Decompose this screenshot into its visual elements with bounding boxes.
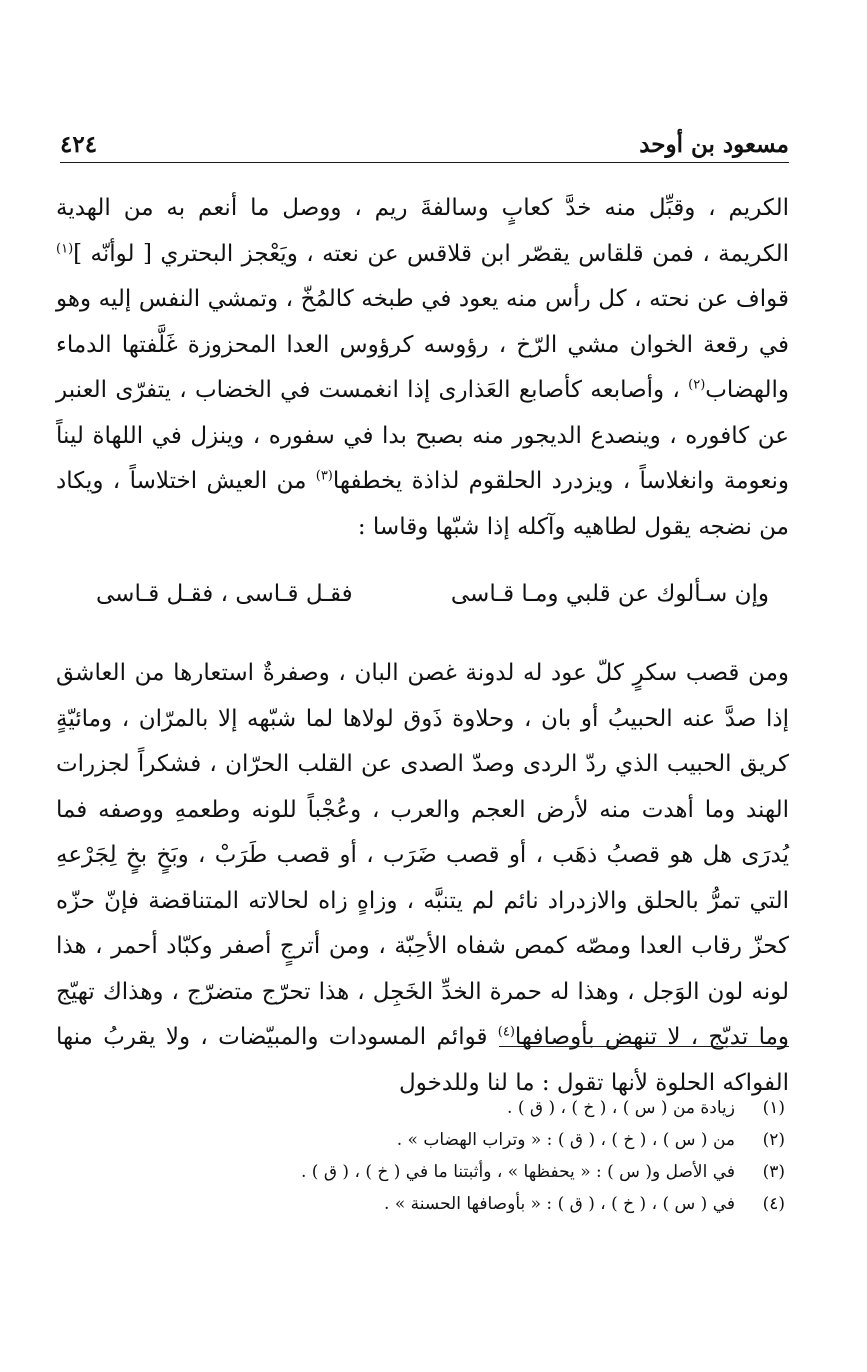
header-title: مسعود بن أوحد [639, 131, 789, 158]
footnote-2 [80, 1124, 785, 1156]
footnote-1 [80, 1092, 785, 1124]
footnote-text: من ( س ) ، ( خ ) ، ( ق ) : « وتراب الهضاب » . [396, 1130, 735, 1150]
footnotes [80, 1092, 785, 1220]
paragraph-text: قوائم المسودات والمبيّضات ، ولا يقربُ منها الفواكه الحلوة لأنها تقول : ما لنا وللدخول [56, 1024, 789, 1096]
paragraph-text: ، وأصابعه كأصابع العَذارى إذا انغمست في الخضاب ، يتفرّى العنبر عن كافوره ، وينصدع الديجور منه بصبح بدا في سفوره ، وينزل في اللهاة ليناً ونعومة وانغلاساً ، ويزدرد الحلقوم لذاذة يخطفها [56, 377, 790, 494]
verse-first-hemistich: وإن سـألوك عن قلبي ومـا قـاسى [450, 581, 769, 607]
footnote-number: (٣) [762, 1162, 785, 1182]
footnote-text: في ( س ) ، ( خ ) ، ( ق ) : « بأوصافها الحسنة » . [384, 1194, 735, 1214]
footnote-3 [80, 1156, 785, 1188]
page-number: ٤٢٤ [60, 131, 98, 158]
footnote-number: (١) [762, 1098, 785, 1118]
footnote-reference-4: (٤) [497, 1024, 515, 1040]
footnote-text: زيادة من ( س ) ، ( خ ) ، ( ق ) . [507, 1098, 735, 1118]
verse-second-hemistich: فقـل قـاسى ، فقـل قـاسى [96, 581, 353, 607]
paragraph-text: ومن قصب سكرٍ كلّ عود له لدونة غصن البان ، وصفرةٌ استعارها من العاشق إذا صدَّ عنه الحبيبُ أو بان ، وحلاوة ذَوق لولاها لما شبّهه إلا بالمرّان ، ومائيّةٍ كريق الحبيب الذي ردّ الردى وصدّ الصدى عن القلب الحرّان ، فشكراً لجزرات الهند وما أهدت منه لأرض العجم والعرب ، وعُجْباً للونه وطعمهِ ووصفه فما يُدرَى هل هو قصبُ ذهَب ، أو قصب ضَرَب ، أو قصب طَرَبْ ، وبَخٍ بخٍ لِجَرْعهِ التي تمرُّ بالحلق والازدراد نائم لم يتنبَّه ، وزاهٍ زاه لحالاته المتناقضة فإنّ حزّه كحزّ رقاب العدا ومصّه كمص شفاه الأحِبّة ، ومن أترجٍ أصفر وكبّاد أحمر ، هذا لونه لون الوَجل ، وهذا له حمرة الخدِّ الخَجِل ، هذا تحرّج متضرّج ، وهذاك تهيّج وما تدبّج ، لا تنهض بأوصافها [56, 660, 789, 1050]
footnote-number: (٤) [762, 1194, 785, 1214]
paragraph-text: الكريم ، وقبِّل منه خدَّ كعابٍ وسالفةَ ريم ، ووصل ما أنعم به من الهدية الكريمة ، فمن قلقاس يقصّر ابن قلاقس عن نعته ، ويَعْجز البحتري [ لوأنّه ] [56, 195, 789, 267]
body-text [56, 186, 789, 1106]
footnote-reference-1: (١) [56, 240, 74, 256]
footnote-reference-2: (٢) [688, 377, 706, 393]
footnote-text: في الأصل و( س ) : « يحفظها » ، وأثبتنا ما في ( خ ) ، ( ق ) . [300, 1162, 735, 1182]
footnote-separator [499, 1046, 789, 1047]
paragraph-text: قواف عن نحته ، كل رأس منه يعود في طبخه كالمُخّ ، وتمشي النفس إليه وهو في رقعة الخوان مشي الرّخ ، رؤوسه كرؤوس العدا المحزوزة غَلَّفتها الدماء والهضاب [56, 286, 789, 403]
poem-verse [56, 572, 789, 617]
footnote-4 [80, 1188, 785, 1220]
footnote-number: (٢) [762, 1130, 785, 1150]
paragraph-1 [56, 186, 789, 550]
running-header [60, 118, 789, 163]
paragraph-text: من العيش اختلاساً ، ويكاد من نضجه يقول لطاهيه وآكله إذا شبّها وقاسا : [56, 468, 789, 540]
paragraph-2 [56, 651, 789, 1106]
footnote-reference-3: (٣) [315, 468, 333, 484]
